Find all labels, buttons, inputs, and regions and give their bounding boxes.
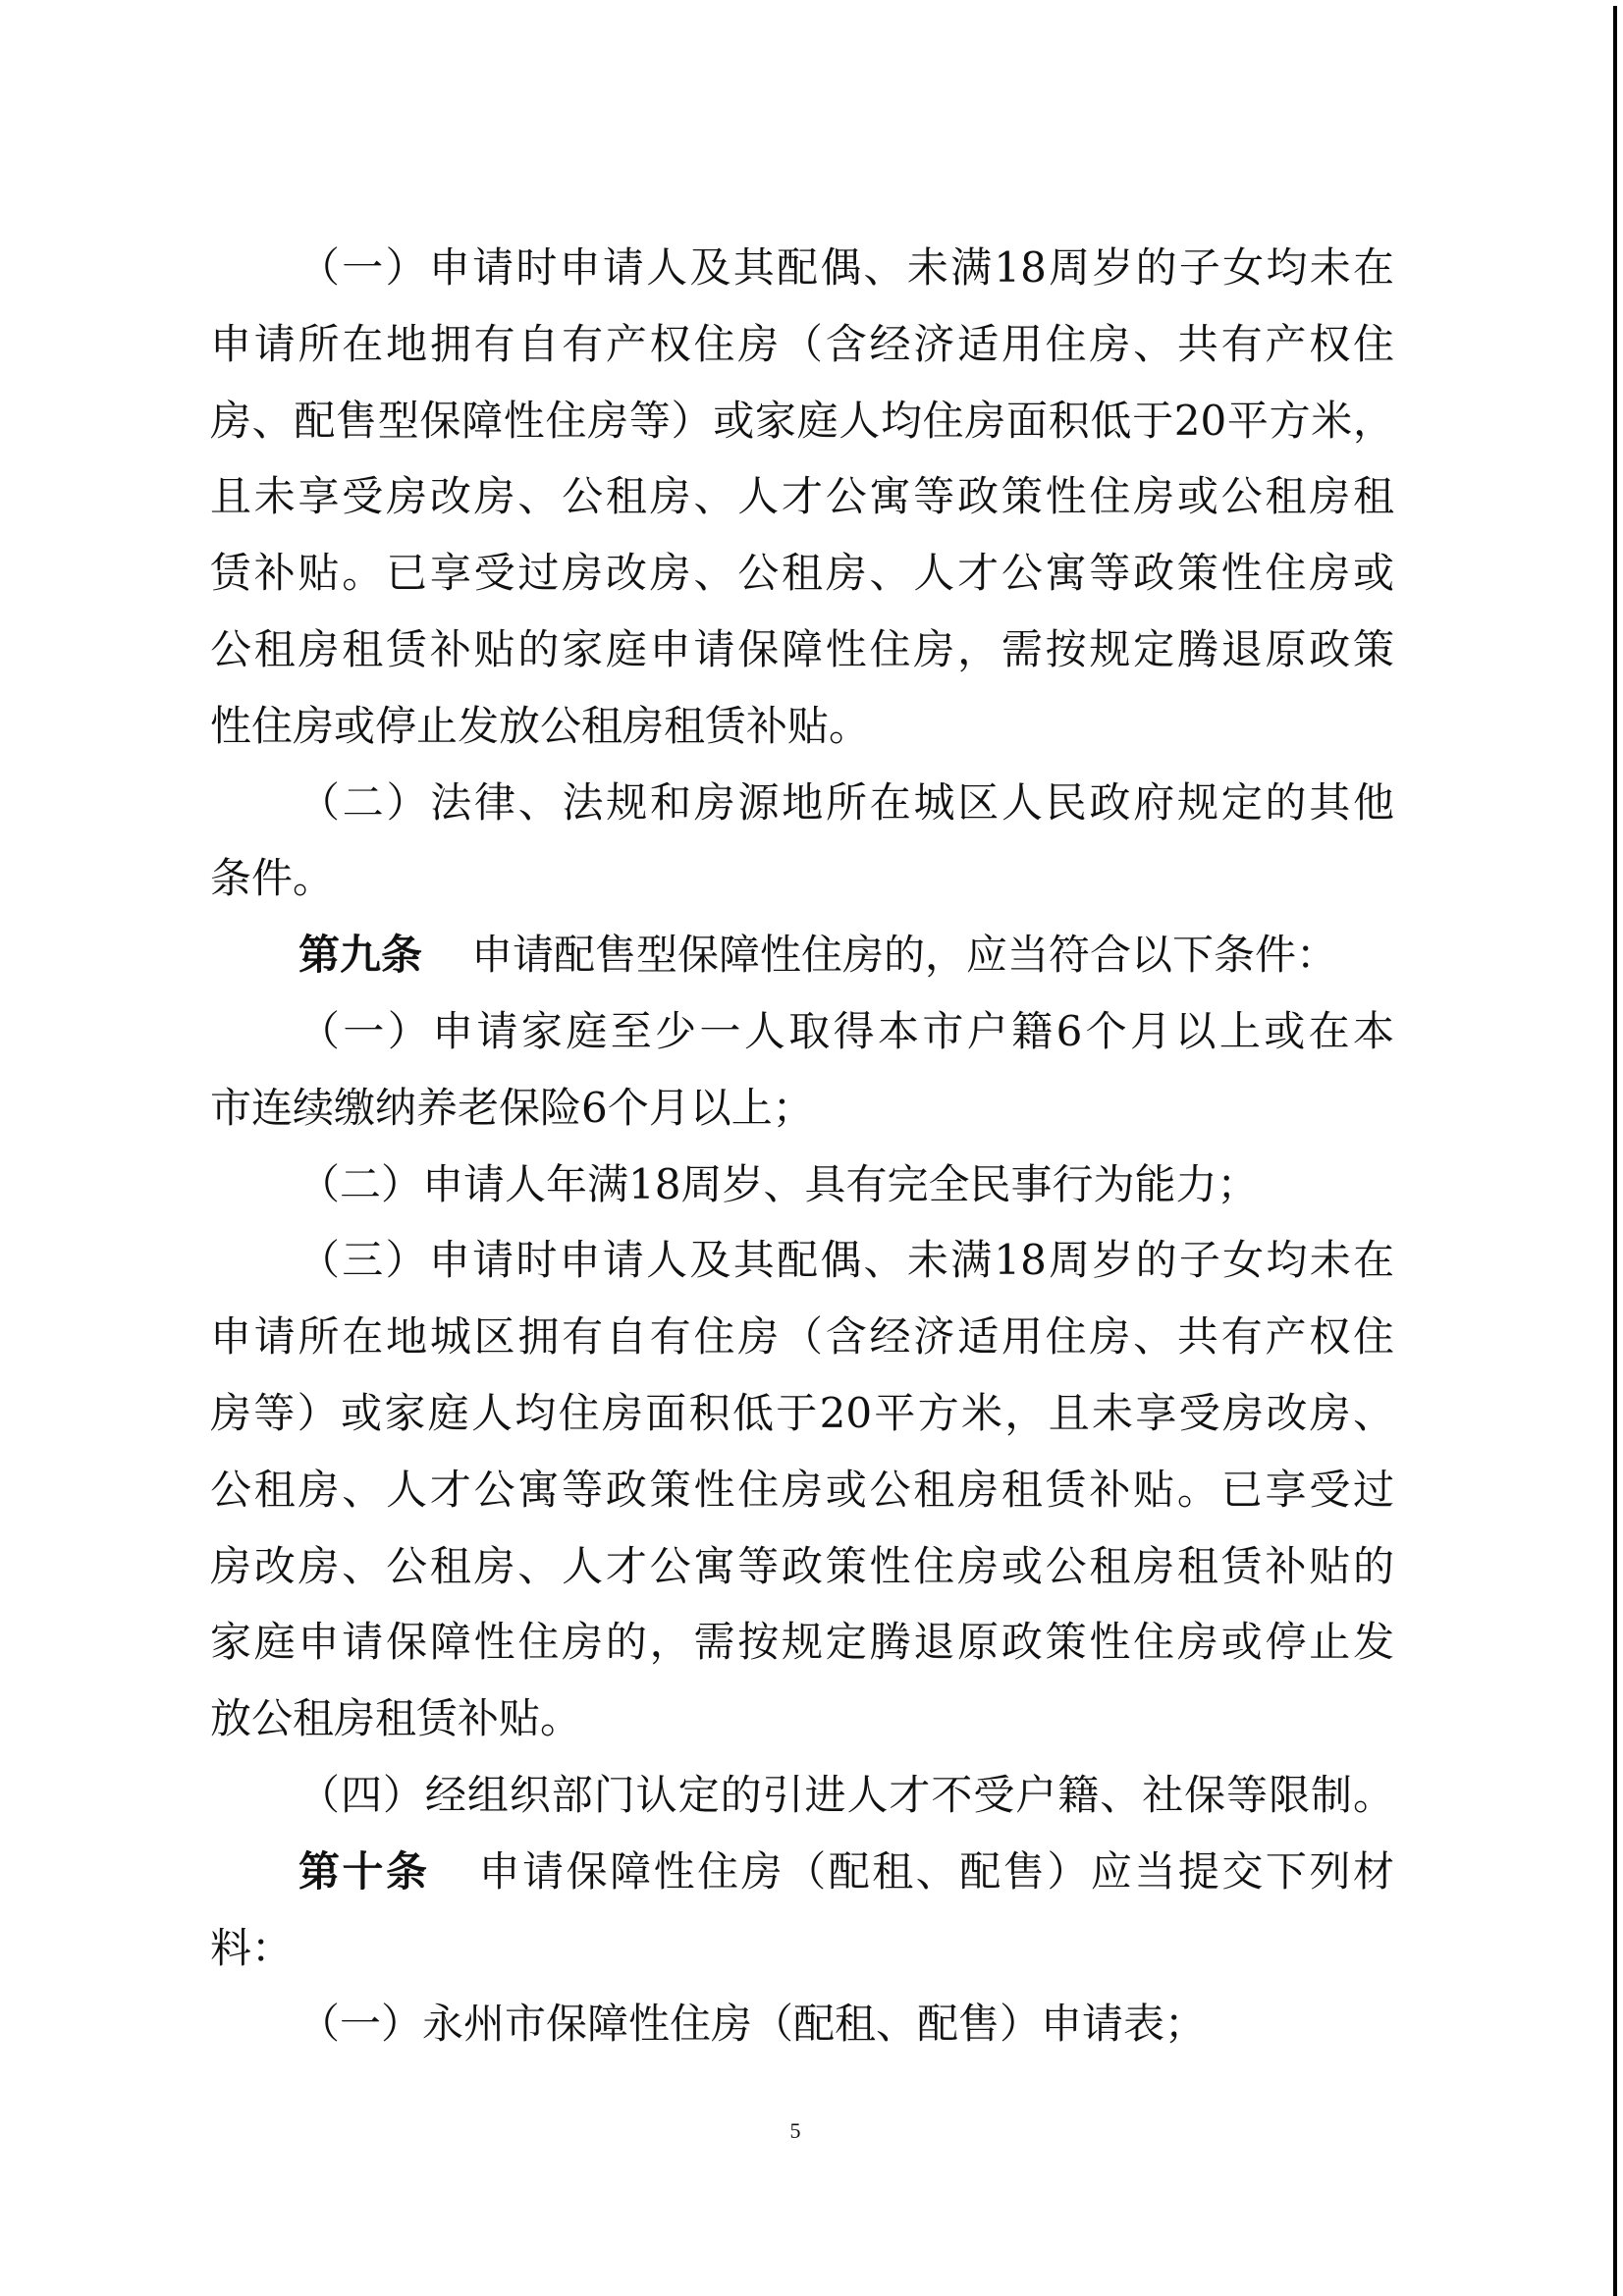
text-line: 家庭申请保障性住房的，需按规定腾退原政策性住房或停止发 — [210, 1618, 1394, 1667]
text-line: 房等）或家庭人均住房面积低于20平方米，且未享受房改房、 — [210, 1388, 1394, 1437]
article-10-line — [210, 1834, 1394, 1910]
text-line: 申请所在地城区拥有自有住房（含经济适用住房、共有产权住 — [210, 1312, 1394, 1362]
scan-edge-line — [1613, 6, 1617, 2296]
article-heading: 第九条 — [298, 931, 423, 980]
article-heading: 第十条 — [298, 1846, 430, 1896]
text-line: 房、配售型保障性住房等）或家庭人均住房面积低于20平方米， — [210, 396, 1394, 445]
text-line: （三）申请时申请人及其配偶、未满18周岁的子女均未在 — [298, 1236, 1394, 1285]
text-line: （一）申请时申请人及其配偶、未满18周岁的子女均未在 — [298, 243, 1394, 292]
text-line: （一）申请家庭至少一人取得本市户籍6个月以上或在本 — [298, 1006, 1394, 1055]
article-9-line — [210, 917, 1394, 993]
page-number: 5 — [789, 2118, 801, 2143]
text-line: 性住房或停止发放公租房租赁补贴。 — [210, 701, 871, 750]
article-text: 申请配售型保障性住房的，应当符合以下条件： — [471, 931, 1338, 980]
text-line: 房改房、公租房、人才公寓等政策性住房或公租房租赁补贴的 — [210, 1541, 1394, 1590]
text-line: 放公租房租赁补贴。 — [210, 1694, 582, 1743]
text-line: 条件。 — [210, 854, 335, 903]
text-line: 且未享受房改房、公租房、人才公寓等政策性住房或公租房租 — [210, 472, 1394, 521]
article-text: 申请保障性住房（配租、配售）应当提交下列材 — [478, 1846, 1394, 1896]
text-line: （一）永州市保障性住房（配租、配售）申请表； — [298, 2000, 1207, 2049]
text-line: 料： — [210, 1923, 294, 1972]
text-line: （四）经组织部门认定的引进人才不受户籍、社保等限制。 — [298, 1770, 1394, 1819]
text-line: 赁补贴。已享受过房改房、公租房、人才公寓等政策性住房或 — [210, 549, 1394, 598]
text-line: 申请所在地拥有自有产权住房（含经济适用住房、共有产权住 — [210, 319, 1394, 368]
document-body — [210, 230, 1394, 2062]
text-line: 公租房租赁补贴的家庭申请保障性住房，需按规定腾退原政策 — [210, 624, 1394, 673]
text-line: （二）申请人年满18周岁、具有完全民事行为能力； — [298, 1159, 1259, 1208]
text-line: （二）法律、法规和房源地所在城区人民政府规定的其他 — [298, 777, 1394, 827]
text-line: 公租房、人才公寓等政策性住房或公租房租赁补贴。已享受过 — [210, 1465, 1394, 1514]
text-line: 市连续缴纳养老保险6个月以上； — [210, 1083, 814, 1132]
